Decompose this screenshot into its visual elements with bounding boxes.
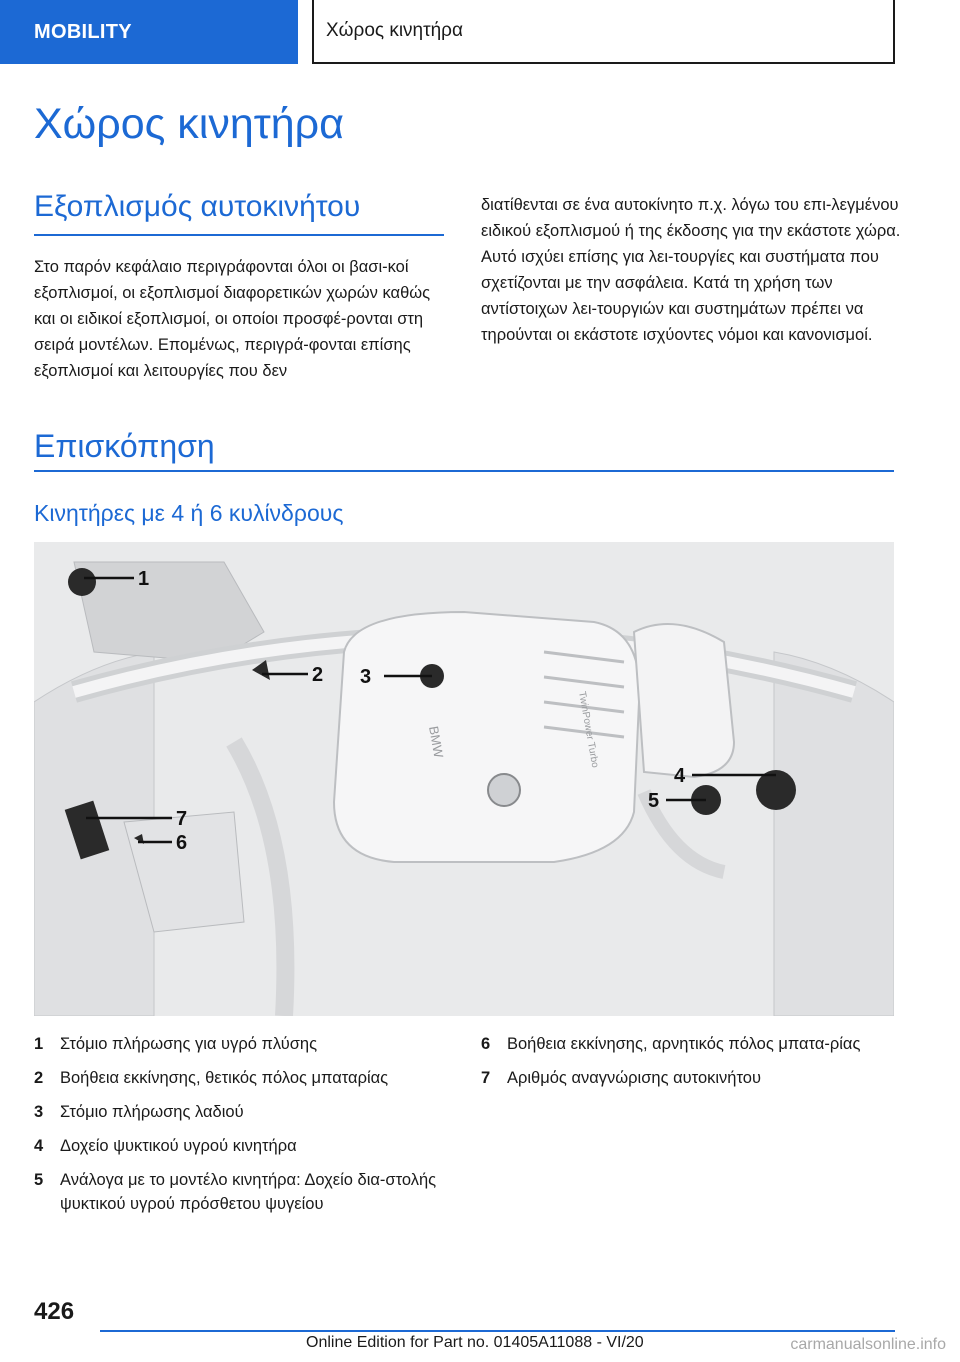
callout-3: 3 <box>360 666 372 688</box>
chapter-tab[interactable] <box>0 0 298 64</box>
equipment-paragraph-left: Στο παρόν κεφάλαιο περιγράφονται όλοι οι βασι-κοί εξοπλισμοί, οι εξοπλισμοί διαφορετικών χωρών καθώς και οι ειδικοί εξοπλισμοί, οι οποίοι προσφέ-ρονται στη σειρά μοντέλων. Επομένως, περιγρά-φονται επίσης εξοπλισμοί και λειτουργίες που δεν <box>34 258 431 380</box>
engine-subheading: Κινητήρες με 4 ή 6 κυλίνδρους <box>34 500 344 526</box>
legend-number: 1 <box>34 1035 44 1053</box>
legend-number: 5 <box>34 1171 44 1189</box>
overview-rule <box>34 470 894 472</box>
callout-6: 6 <box>176 832 188 854</box>
legend-text: Αριθμός αναγνώρισης αυτοκινήτου <box>507 1069 761 1087</box>
legend-right <box>481 1032 901 1100</box>
callout-4: 4 <box>674 765 686 787</box>
callout-1: 1 <box>138 568 150 590</box>
legend-item <box>481 1066 901 1090</box>
callout-2: 2 <box>312 664 324 686</box>
page-number: 426 <box>34 1298 75 1325</box>
section-header <box>312 0 895 64</box>
legend-number: 4 <box>34 1137 44 1155</box>
legend-text: Στόμιο πλήρωσης λαδιού <box>60 1103 244 1121</box>
engine-bay-illustration <box>34 542 894 1016</box>
watermark[interactable]: carmanualsonline.info <box>790 1336 946 1353</box>
edition-text: Online Edition for Part no. 01405A11088 - VI/20 <box>306 1334 644 1351</box>
legend-left <box>34 1032 464 1226</box>
equipment-paragraph-right: διατίθενται σε ένα αυτοκίνητο π.χ. λόγω του επι-λεγμένου ειδικού εξοπλισμού ή της έκδοσης για την εκάστοτε χώρα. Αυτό ισχύει επίσης για λει-τουργίες και συστήματα που σχετίζονται με την ασφάλεια. Κατά τη χρήση των αντίστοιχων λει-τουργιών και συστημάτων πρέπει να τηρούνται οι εκάστοτε ισχύοντες νόμοι και κανονισμοί. <box>481 196 901 344</box>
engine-cover-logo-text: BMW <box>426 724 447 759</box>
heading-rule <box>34 234 444 236</box>
page-title: Χώρος κινητήρα <box>34 100 344 148</box>
callout-7: 7 <box>176 808 188 830</box>
footer-rule <box>100 1330 895 1332</box>
legend-number: 2 <box>34 1069 44 1087</box>
legend-text: Στόμιο πλήρωσης για υγρό πλύσης <box>60 1035 318 1053</box>
chapter-tab-label: MOBILITY <box>34 20 132 43</box>
legend-text: Βοήθεια εκκίνησης, θετικός πόλος μπαταρίας <box>60 1069 389 1087</box>
legend-text: Ανάλογα με το μοντέλο κινητήρα: Δοχείο δια-στολής ψυκτικού υγρού πρόσθετου ψυγείου <box>60 1171 437 1213</box>
legend-item <box>481 1032 901 1056</box>
legend-text: Βοήθεια εκκίνησης, αρνητικός πόλος μπατα-ρίας <box>507 1035 861 1053</box>
legend-number: 3 <box>34 1103 44 1121</box>
overview-heading: Επισκόπηση <box>34 428 215 464</box>
legend-item <box>34 1066 464 1090</box>
legend-number: 7 <box>481 1069 491 1087</box>
legend-item <box>34 1032 464 1056</box>
legend-number: 6 <box>481 1035 491 1053</box>
engine-cover-text: TwinPower Turbo <box>576 690 601 769</box>
legend-item <box>34 1100 464 1124</box>
legend-item <box>34 1168 464 1216</box>
section-header-title: Χώρος κινητήρα <box>326 20 463 41</box>
equipment-heading: Εξοπλισμός αυτοκινήτου <box>34 190 361 223</box>
legend-text: Δοχείο ψυκτικού υγρού κινητήρα <box>60 1137 297 1155</box>
callout-5: 5 <box>648 790 660 812</box>
legend-item <box>34 1134 464 1158</box>
